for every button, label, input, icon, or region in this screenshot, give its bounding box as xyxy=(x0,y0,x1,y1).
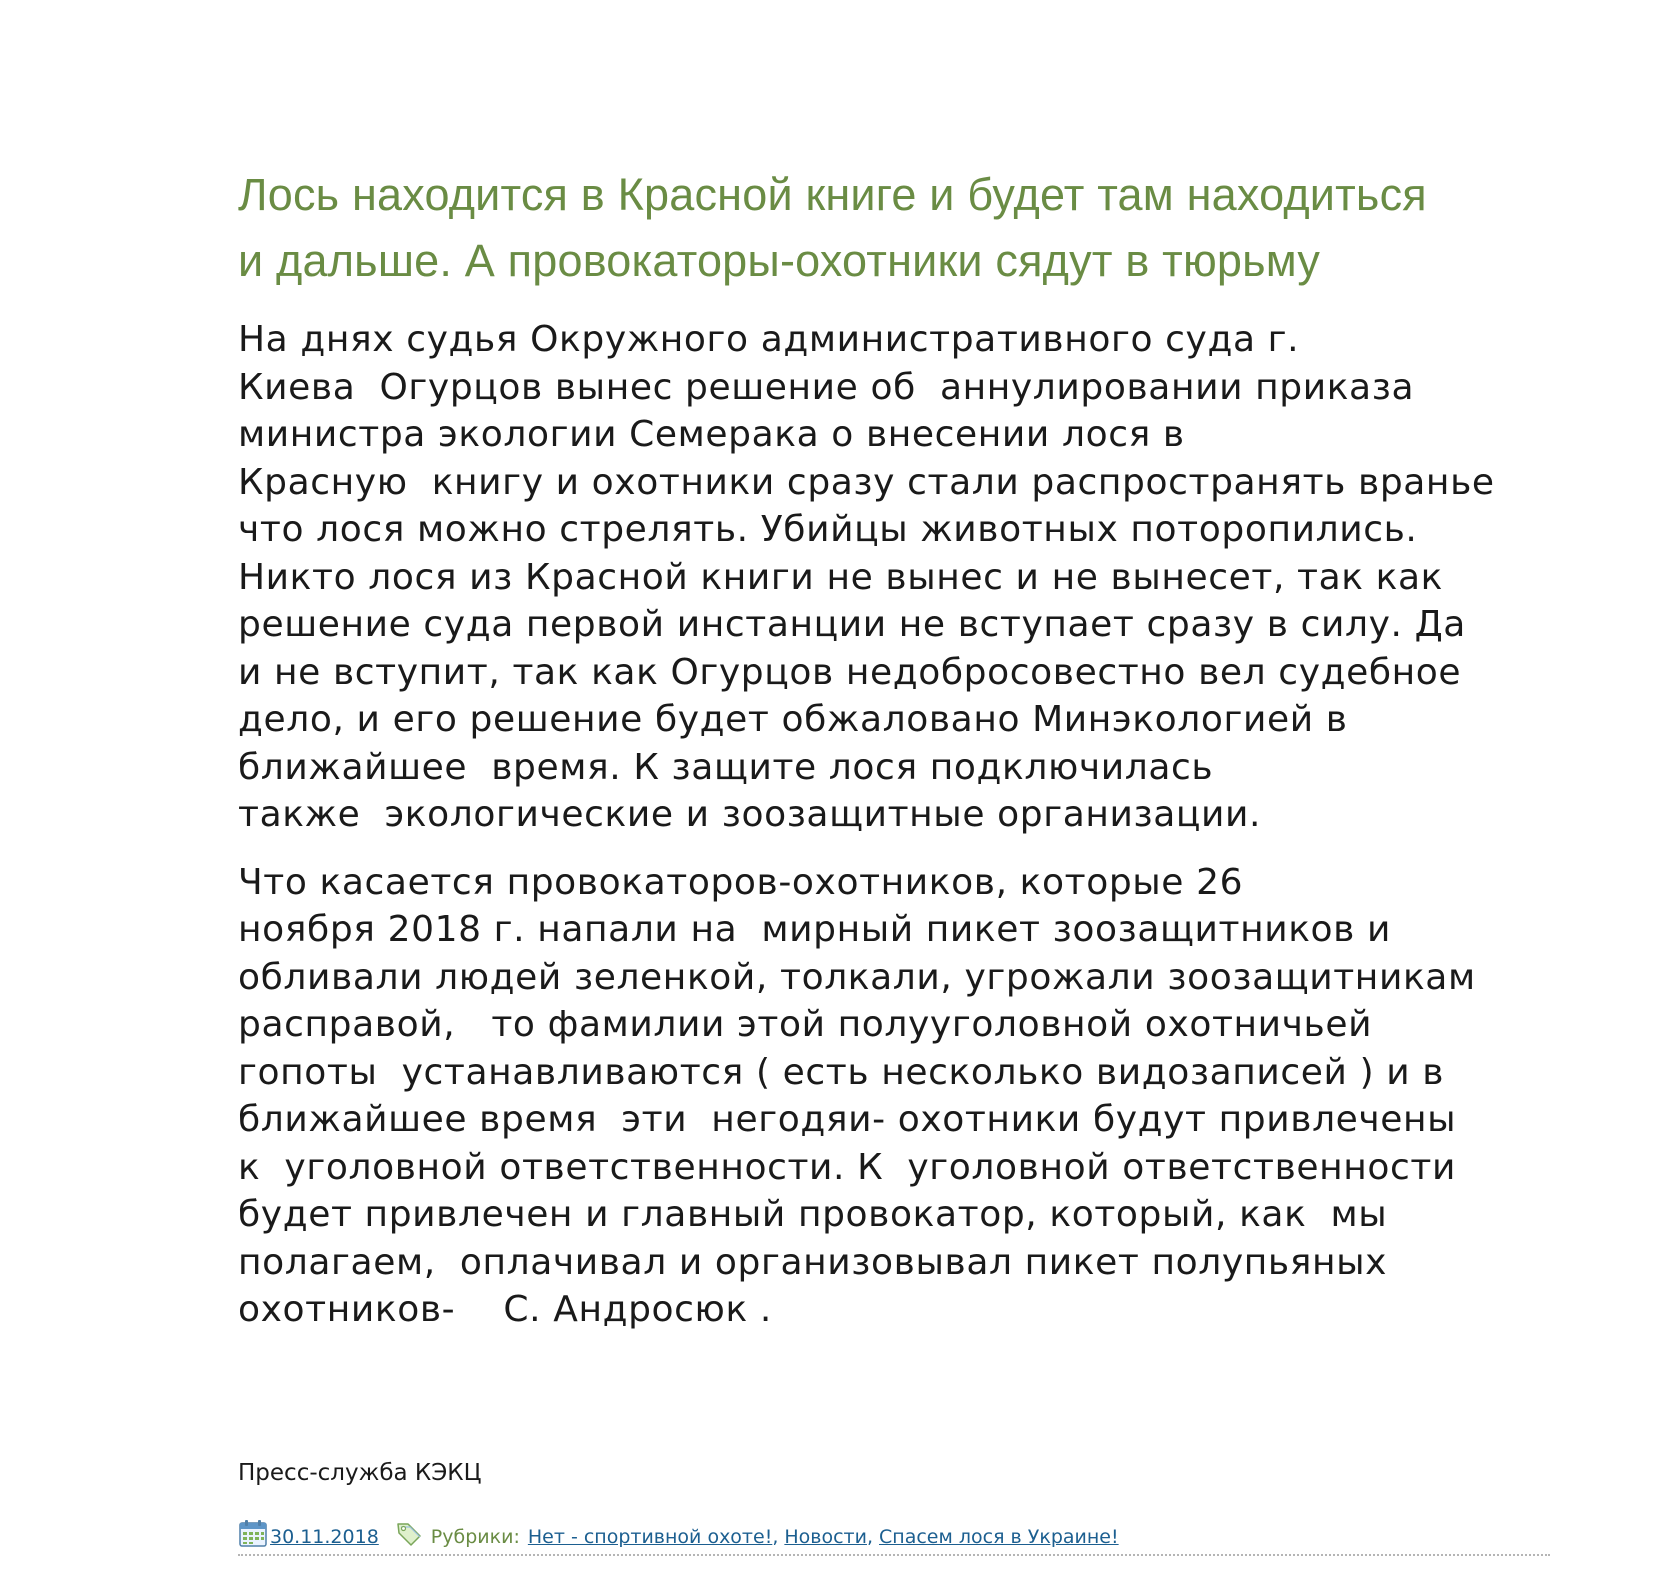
article xyxy=(238,162,1550,1354)
text-line: охотников- С. Андросюк . xyxy=(238,1289,772,1330)
title-line: и дальше. А провокаторы-охотники сядут в тюрьму xyxy=(238,235,1321,286)
category-separator: , xyxy=(866,1526,874,1548)
text-line: и не вступит, так как Огурцов недобросовестно вел судебное xyxy=(238,651,1462,693)
title-line: Лось находится в Красной книге и будет там находиться xyxy=(238,169,1427,220)
text-line: На днях судья Окружного административного суда г. xyxy=(238,319,1300,360)
article-body xyxy=(238,316,1550,1334)
text-line: министра экологии Семерака о внесении лося в xyxy=(238,414,1185,455)
text-line: к уголовной ответственности. К уголовной ответственности xyxy=(238,1146,1457,1188)
text-line: будет привлечен и главный провокатор, который, как мы xyxy=(238,1194,1388,1235)
post-meta xyxy=(238,1510,1550,1556)
text-line: что лося можно стрелять. Убийцы животных поторопились. xyxy=(238,509,1418,550)
tag-icon xyxy=(395,1520,423,1548)
text-line: Киева Огурцов вынес решение об аннулировании приказа xyxy=(238,366,1415,408)
text-line: Красную книгу и охотники сразу стали распространять вранье xyxy=(238,461,1495,503)
signature: Пресс-служба КЭКЦ xyxy=(238,1460,482,1486)
article-title xyxy=(238,162,1550,294)
category-separator: , xyxy=(772,1526,779,1548)
text-line: полагаем, оплачивал и организовывал пикет полупьяных xyxy=(238,1241,1388,1283)
text-line: Что касается провокаторов-охотников, которые 26 xyxy=(238,861,1244,903)
text-line: обливали людей зеленкой, толкали, угрожали зоозащитникам xyxy=(238,956,1476,998)
text-line: расправой, то фамилии этой полууголовной охотничьей xyxy=(238,1004,1373,1045)
category-link[interactable]: Новости xyxy=(784,1526,867,1548)
text-line: дело, и его решение будет обжаловано Минэкологией в xyxy=(238,699,1348,740)
text-line: ноября 2018 г. напали на мирный пикет зоозащитников и xyxy=(238,909,1392,950)
rubrics-label: Рубрики: xyxy=(430,1526,520,1548)
post-meta-row xyxy=(238,1518,1119,1548)
calendar-icon xyxy=(238,1518,268,1548)
text-line: решение суда первой инстанции не вступает сразу в силу. Да xyxy=(238,604,1466,645)
category-link[interactable]: Спасем лося в Украине! xyxy=(879,1526,1119,1548)
text-line: ближайшее время. К защите лося подключилась xyxy=(238,746,1214,788)
paragraph-1 xyxy=(238,316,1550,839)
text-line: гопоты устанавливаются ( есть несколько видозаписей ) и в xyxy=(238,1051,1445,1093)
paragraph-2 xyxy=(238,859,1550,1334)
text-line: Никто лося из Красной книги не вынес и не вынесет, так как xyxy=(238,556,1444,598)
category-link[interactable]: Нет - спортивной охоте! xyxy=(527,1526,773,1548)
text-line: ближайшее время эти негодяи- охотники будут привлечены xyxy=(238,1099,1457,1140)
post-date-link[interactable]: 30.11.2018 xyxy=(270,1526,379,1548)
text-line: также экологические и зоозащитные организации. xyxy=(238,794,1262,835)
